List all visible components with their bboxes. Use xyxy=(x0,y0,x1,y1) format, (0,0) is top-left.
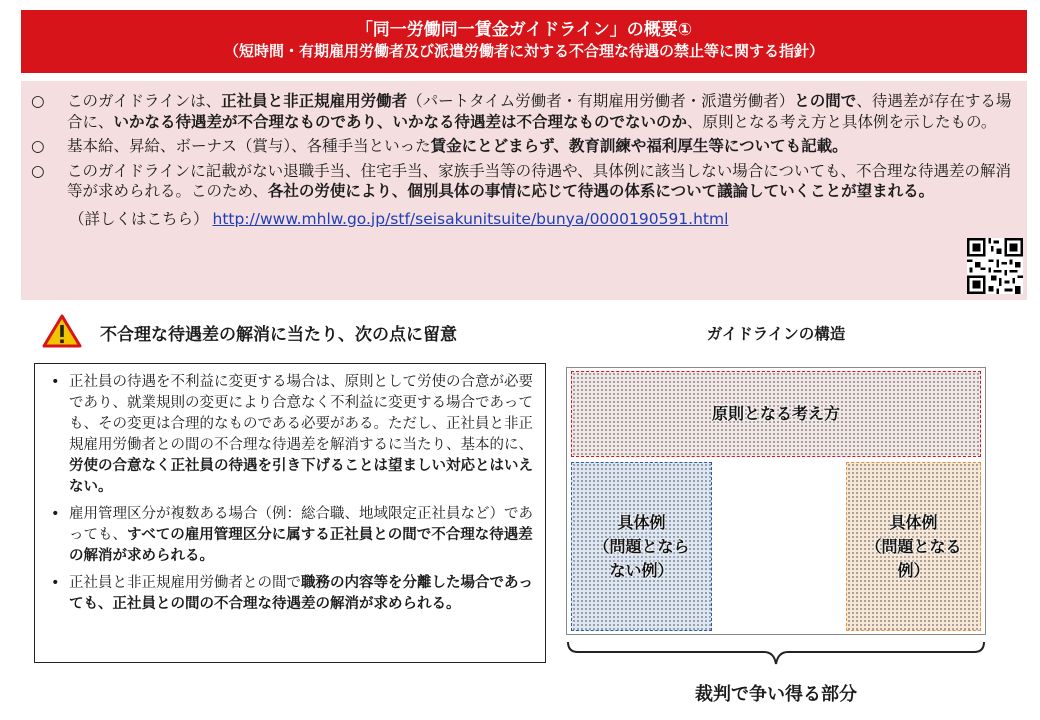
summary-text: （パートタイム労働者・有期雇用労働者・派遣労働者） xyxy=(407,92,795,110)
summary-text: このガイドラインに記載がない退職手当、住宅手当、家族手当等の待遇や、具体例に該当しない場合についても、不合理な待遇差の解消等が求められる。このため、 xyxy=(67,161,1011,200)
circle-bullet-icon: ○ xyxy=(31,161,45,180)
details-link-line xyxy=(29,208,1015,230)
summary-text: このガイドラインは、 xyxy=(67,92,222,110)
example-ng-label xyxy=(865,511,961,583)
summary-bold: との間で xyxy=(794,92,857,110)
header-banner xyxy=(21,10,1027,73)
page-subtitle: （短時間・有期雇用労働者及び派遣労働者に対する不合理な待遇の禁止等に関する指針） xyxy=(223,42,824,60)
details-label: （詳しくはこちら） xyxy=(69,209,209,228)
example-ok-label xyxy=(593,511,689,583)
note-text: 雇用管理区分が複数ある場合（例：総合職、地域限定正社員など）であっても、 xyxy=(69,506,533,543)
summary-item-2 xyxy=(29,136,1015,157)
summary-item-1 xyxy=(29,91,1015,132)
summary-bold: 正社員と非正規雇用労働者 xyxy=(221,92,408,110)
note-bold: すべての雇用管理区分に属する正社員との間で不合理な待遇差の解消が求められる。 xyxy=(69,527,533,564)
summary-text: 基本給、昇給、ボーナス（賞与）、各種手当といった xyxy=(67,137,431,155)
circle-bullet-icon: ○ xyxy=(31,92,45,110)
principle-box xyxy=(571,371,981,457)
notes-box xyxy=(34,363,546,663)
example-ok-line-2: （問題となら xyxy=(593,536,690,556)
summary-text: 、原則となる考え方と具体例を示したもの。 xyxy=(687,112,997,131)
note-item-2 xyxy=(47,504,535,567)
example-ng-box xyxy=(846,462,981,631)
note-text: 正社員の待遇を不利益に変更する場合は、原則として労使の合意が必要であり、就業規則の変更により合意なく不利益に変更する場合であっても、その変更は合理的なものである必要がある。ただし、正社員と非正規雇用労働者との間の不合理な待遇差を解消するに当たり、基本的に、 xyxy=(69,374,533,453)
warning-icon xyxy=(42,314,82,348)
note-item-1 xyxy=(47,372,535,498)
caution-heading xyxy=(42,314,542,348)
summary-bold: 各社の労使により、個別具体の事情に応じて待遇の体系について議論していくことが望まれる。 xyxy=(267,182,935,200)
summary-bold: いかなる待遇差が不合理なものであり、いかなる待遇差は不合理なものでないのか xyxy=(113,112,688,131)
principle-label: 原則となる考え方 xyxy=(711,404,840,423)
page-title: 「同一労働同一賃金ガイドライン」の概要① xyxy=(355,20,693,40)
note-text: 正社員と非正規雇用労働者との間で xyxy=(69,575,301,591)
structure-title: ガイドラインの構造 xyxy=(706,325,846,343)
caution-title: 不合理な待遇差の解消に当たり、次の点に留意 xyxy=(100,325,457,345)
summary-bold: 賃金にとどまらず、教育訓練や福利厚生等についても記載。 xyxy=(430,137,848,155)
example-ng-line-2: （問題となる xyxy=(865,536,962,556)
summary-item-3 xyxy=(29,161,1015,202)
example-ng-line-3: 例） xyxy=(897,560,930,580)
example-ok-box xyxy=(571,462,712,631)
circle-bullet-icon: ○ xyxy=(31,137,45,155)
note-bold: 職務の内容等を分離した場合であっても、正社員との間の不合理な待遇差の解消が求められる。 xyxy=(69,575,533,612)
qr-code-icon xyxy=(967,238,1023,294)
note-bold: 労使の合意なく正社員の待遇を引き下げることは望ましい対応とはいえない。 xyxy=(69,458,533,495)
summary-panel xyxy=(21,81,1027,300)
example-ng-line-1: 具体例 xyxy=(889,512,938,532)
example-ok-line-3: ない例） xyxy=(609,560,674,580)
example-ok-line-1: 具体例 xyxy=(617,512,666,532)
note-item-3 xyxy=(47,573,535,615)
court-label: 裁判で争い得る部分 xyxy=(695,684,857,705)
brace-icon xyxy=(566,640,986,666)
details-link[interactable]: http://www.mhlw.go.jp/stf/seisakunitsuite/bunya/0000190591.html xyxy=(212,209,729,228)
summary-text: 、待遇差が存在する場合に、 xyxy=(67,92,1012,131)
